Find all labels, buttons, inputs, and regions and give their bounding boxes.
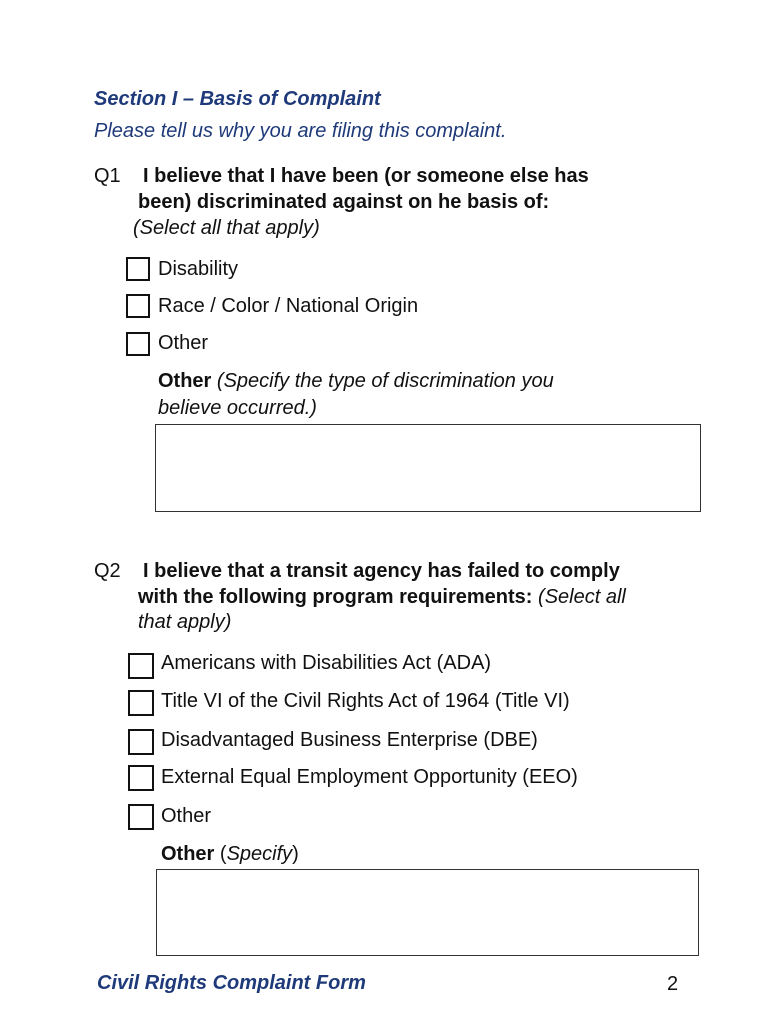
q2-checkbox-title-vi[interactable] (128, 690, 154, 716)
q2-checkbox-ada[interactable] (128, 653, 154, 679)
q2-question-line2-bold: with the following program requirements: (138, 586, 533, 608)
q1-number: Q1 (94, 165, 121, 187)
q2-option-ada: Americans with Disabilities Act (ADA) (161, 652, 492, 674)
q2-other-label-close: ) (292, 843, 299, 865)
q1-checkbox-disability[interactable] (126, 257, 150, 281)
q2-question-line2 (138, 586, 626, 609)
q2-checkbox-eeo[interactable] (128, 765, 154, 791)
q1-checkbox-other[interactable] (126, 332, 150, 356)
q2-other-label-italic: Specify (226, 843, 293, 865)
footer-title: Civil Rights Complaint Form (97, 972, 366, 994)
q2-question-line2-italic: (Select all (538, 586, 626, 608)
q1-option-other: Other (158, 332, 209, 354)
q1-other-label-bold: Other (158, 370, 212, 392)
q2-instruction: that apply) (138, 611, 232, 633)
q2-other-label (161, 843, 299, 866)
section-subtitle: Please tell us why you are filing this complaint. (94, 120, 507, 142)
q2-other-label-bold: Other (161, 843, 215, 865)
q2-number: Q2 (94, 560, 121, 582)
q1-other-label (158, 370, 554, 393)
q1-instruction: (Select all that apply) (133, 217, 320, 239)
q2-option-eeo: External Equal Employment Opportunity (EEO) (161, 766, 578, 788)
q1-checkbox-race[interactable] (126, 294, 150, 318)
q1-other-label-italic: (Specify the type of discrimination you (216, 370, 554, 392)
section-title: Section I – Basis of Complaint (94, 88, 381, 110)
q2-checkbox-other[interactable] (128, 804, 154, 830)
q2-option-other: Other (161, 805, 212, 827)
page-number: 2 (667, 973, 679, 995)
q2-question-line1: I believe that a transit agency has failed to comply (143, 560, 620, 582)
q1-other-label-cont: believe occurred.) (158, 397, 317, 419)
q1-question-line2: been) discriminated against on he basis of: (138, 191, 550, 213)
q1-other-text-field[interactable] (155, 424, 701, 512)
q2-checkbox-dbe[interactable] (128, 729, 154, 755)
q2-other-label-open: ( (219, 843, 227, 865)
q2-option-title-vi: Title VI of the Civil Rights Act of 1964 (Title VI) (161, 690, 570, 712)
q1-option-disability: Disability (158, 258, 239, 280)
q1-question-line1: I believe that I have been (or someone else has (143, 165, 589, 187)
q2-option-dbe: Disadvantaged Business Enterprise (DBE) (161, 729, 538, 751)
q1-option-race: Race / Color / National Origin (158, 295, 419, 317)
q2-other-text-field[interactable] (156, 869, 699, 956)
